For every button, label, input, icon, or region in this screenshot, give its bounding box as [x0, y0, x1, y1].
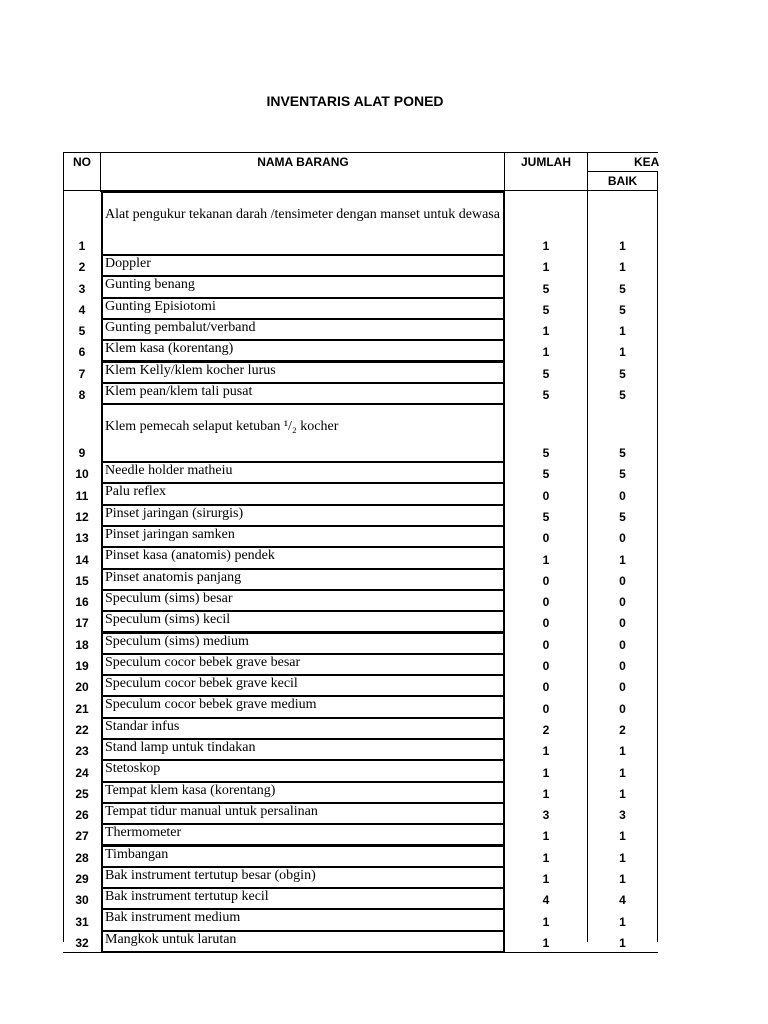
item-quantity: 1 [542, 260, 550, 275]
table-row [0, 339, 768, 360]
item-quantity: 0 [542, 488, 550, 503]
item-quantity: 5 [542, 467, 550, 482]
item-condition-good: 0 [619, 680, 626, 695]
item-condition-good: 4 [619, 893, 626, 908]
row-number: 1 [78, 239, 86, 253]
item-condition-good: 1 [619, 914, 626, 929]
row-number: 21 [75, 701, 89, 716]
item-condition-good: 5 [619, 446, 626, 461]
item-condition-good: 1 [619, 552, 626, 567]
table-row [0, 674, 768, 695]
item-quantity: 4 [542, 893, 550, 908]
item-quantity: 1 [542, 239, 550, 253]
table-row [0, 403, 768, 461]
header-subdivider [587, 171, 658, 172]
item-quantity: 5 [542, 509, 550, 524]
item-condition-good: 1 [619, 765, 626, 780]
table-row [0, 361, 768, 382]
row-number: 13 [75, 531, 89, 546]
header-baik: BAIK [607, 174, 638, 188]
table-row [0, 589, 768, 610]
item-condition-good: 5 [619, 302, 626, 317]
item-name: Speculum cocor bebek grave medium [101, 695, 505, 718]
table-row [0, 695, 768, 716]
row-number: 29 [75, 872, 89, 887]
item-condition-good: 2 [619, 722, 626, 737]
item-condition-good: 0 [619, 488, 626, 503]
item-name: Bak instrument tertutup kecil [101, 887, 505, 910]
item-condition-good: 1 [619, 850, 626, 865]
item-name: Tempat tidur manual untuk persalinan [101, 802, 505, 825]
item-name: Needle holder matheiu [101, 461, 505, 484]
table-top-border [63, 152, 658, 153]
table-row [0, 930, 768, 951]
item-quantity: 5 [542, 388, 550, 403]
row-number: 26 [75, 808, 89, 823]
item-quantity: 0 [542, 680, 550, 695]
item-quantity: 1 [542, 829, 550, 844]
header-nama-barang: NAMA BARANG [257, 155, 349, 169]
table-row [0, 908, 768, 929]
table-row [0, 653, 768, 674]
item-name: Speculum (sims) kecil [101, 610, 505, 633]
table-row [0, 504, 768, 525]
table-row [0, 738, 768, 759]
item-quantity: 1 [542, 935, 550, 950]
table-row [0, 568, 768, 589]
row-number: 16 [75, 595, 89, 610]
item-condition-good: 1 [619, 324, 626, 339]
item-name: Klem kasa (korentang) [101, 339, 505, 362]
row-number: 18 [75, 637, 89, 652]
item-name: Standar infus [101, 717, 505, 740]
row-number: 32 [75, 935, 89, 950]
header-jumlah: JUMLAH [521, 155, 571, 169]
header-keadaan: KEA [634, 155, 660, 169]
item-condition-good: 1 [619, 872, 626, 887]
item-name: Pinset anatomis panjang [101, 568, 505, 591]
item-quantity: 5 [542, 366, 550, 381]
item-quantity: 1 [542, 872, 550, 887]
item-quantity: 1 [542, 324, 550, 339]
item-quantity: 5 [542, 446, 550, 461]
table-row [0, 781, 768, 802]
row-number: 2 [78, 260, 86, 275]
row-number: 31 [75, 914, 89, 929]
item-name: Gunting benang [101, 275, 505, 298]
item-condition-good: 5 [619, 366, 626, 381]
item-condition-good: 1 [619, 744, 626, 759]
item-name: Gunting Episiotomi [101, 297, 505, 320]
row-number: 22 [75, 722, 89, 737]
item-quantity: 0 [542, 616, 550, 631]
row-number: 24 [75, 765, 89, 780]
item-condition-good: 0 [619, 637, 626, 652]
item-condition-good: 1 [619, 260, 626, 275]
item-quantity: 2 [542, 722, 550, 737]
row-number: 20 [75, 680, 89, 695]
item-name: Timbangan [101, 845, 505, 868]
item-condition-good: 1 [619, 935, 626, 950]
item-condition-good: 3 [619, 808, 626, 823]
table-row [0, 318, 768, 339]
item-name: Speculum cocor bebek grave besar [101, 653, 505, 676]
item-name: Palu reflex [101, 482, 505, 505]
row-number: 7 [78, 366, 86, 381]
table-row [0, 461, 768, 482]
table-row [0, 525, 768, 546]
row-number: 6 [78, 345, 86, 360]
item-quantity: 1 [542, 552, 550, 567]
item-quantity: 0 [542, 531, 550, 546]
item-condition-good: 5 [619, 281, 626, 296]
table-row [0, 845, 768, 866]
row-number: 10 [75, 467, 89, 482]
row-number: 19 [75, 659, 89, 674]
row-number: 25 [75, 786, 89, 801]
table-row [0, 191, 768, 254]
item-quantity: 0 [542, 659, 550, 674]
row-number: 27 [75, 829, 89, 844]
item-name: Pinset jaringan (sirurgis) [101, 504, 505, 527]
item-name: Mangkok untuk larutan [101, 930, 505, 953]
item-name: Pinset kasa (anatomis) pendek [101, 546, 505, 569]
item-condition-good: 5 [619, 509, 626, 524]
table-row [0, 823, 768, 844]
row-number: 9 [78, 446, 86, 461]
row-number: 3 [78, 281, 86, 296]
item-quantity: 1 [542, 345, 550, 360]
row-number: 5 [78, 324, 86, 339]
row-number: 8 [78, 388, 86, 403]
item-condition-good: 0 [619, 531, 626, 546]
item-condition-good: 1 [619, 786, 626, 801]
item-name: Speculum (sims) medium [101, 632, 505, 655]
item-name: Thermometer [101, 823, 505, 846]
item-quantity: 1 [542, 914, 550, 929]
row-number: 12 [75, 509, 89, 524]
row-number: 17 [75, 616, 89, 631]
row-number: 23 [75, 744, 89, 759]
table-row [0, 546, 768, 567]
item-name: Klem Kelly/klem kocher lurus [101, 361, 505, 384]
item-quantity: 1 [542, 786, 550, 801]
table-row [0, 866, 768, 887]
item-quantity: 1 [542, 850, 550, 865]
item-name: Speculum cocor bebek grave kecil [101, 674, 505, 697]
item-name: Stetoskop [101, 759, 505, 782]
item-name: Doppler [101, 254, 505, 277]
table-row [0, 482, 768, 503]
item-name: Klem pemecah selaput ketuban ¹/₂ kocher [101, 403, 505, 463]
item-quantity: 1 [542, 765, 550, 780]
item-quantity: 0 [542, 573, 550, 588]
table-row [0, 610, 768, 631]
row-number: 28 [75, 850, 89, 865]
row-number: 14 [75, 552, 89, 567]
table-row [0, 759, 768, 780]
item-quantity: 5 [542, 302, 550, 317]
row-number: 4 [78, 302, 86, 317]
row-number: 11 [75, 488, 89, 503]
row-number: 15 [75, 573, 89, 588]
table-row [0, 887, 768, 908]
page-title: INVENTARIS ALAT PONED [266, 93, 444, 109]
item-condition-good: 1 [619, 829, 626, 844]
item-name: Pinset jaringan samken [101, 525, 505, 548]
item-quantity: 3 [542, 808, 550, 823]
item-quantity: 5 [542, 281, 550, 296]
item-name: Alat pengukur tekanan darah /tensimeter dengan manset untuk dewasa [101, 191, 505, 256]
item-name: Gunting pembalut/verband [101, 318, 505, 341]
item-condition-good: 5 [619, 467, 626, 482]
item-condition-good: 1 [619, 345, 626, 360]
item-name: Speculum (sims) besar [101, 589, 505, 612]
item-condition-good: 1 [619, 239, 626, 253]
table-row [0, 802, 768, 823]
item-quantity: 0 [542, 637, 550, 652]
table-row [0, 297, 768, 318]
header-no: NO [73, 155, 91, 169]
table-row [0, 275, 768, 296]
item-condition-good: 0 [619, 616, 626, 631]
item-quantity: 1 [542, 744, 550, 759]
item-condition-good: 0 [619, 595, 626, 610]
item-condition-good: 0 [619, 573, 626, 588]
row-number: 30 [75, 893, 89, 908]
table-row [0, 717, 768, 738]
item-quantity: 0 [542, 595, 550, 610]
item-condition-good: 5 [619, 388, 626, 403]
item-name: Stand lamp untuk tindakan [101, 738, 505, 761]
table-row [0, 254, 768, 275]
item-quantity: 0 [542, 701, 550, 716]
table-row [0, 382, 768, 403]
item-name: Tempat klem kasa (korentang) [101, 781, 505, 804]
table-row [0, 632, 768, 653]
item-condition-good: 0 [619, 701, 626, 716]
item-name: Klem pean/klem tali pusat [101, 382, 505, 405]
table-bottom-border [63, 952, 658, 953]
item-name: Bak instrument tertutup besar (obgin) [101, 866, 505, 889]
item-condition-good: 0 [619, 659, 626, 674]
item-name: Bak instrument medium [101, 908, 505, 931]
